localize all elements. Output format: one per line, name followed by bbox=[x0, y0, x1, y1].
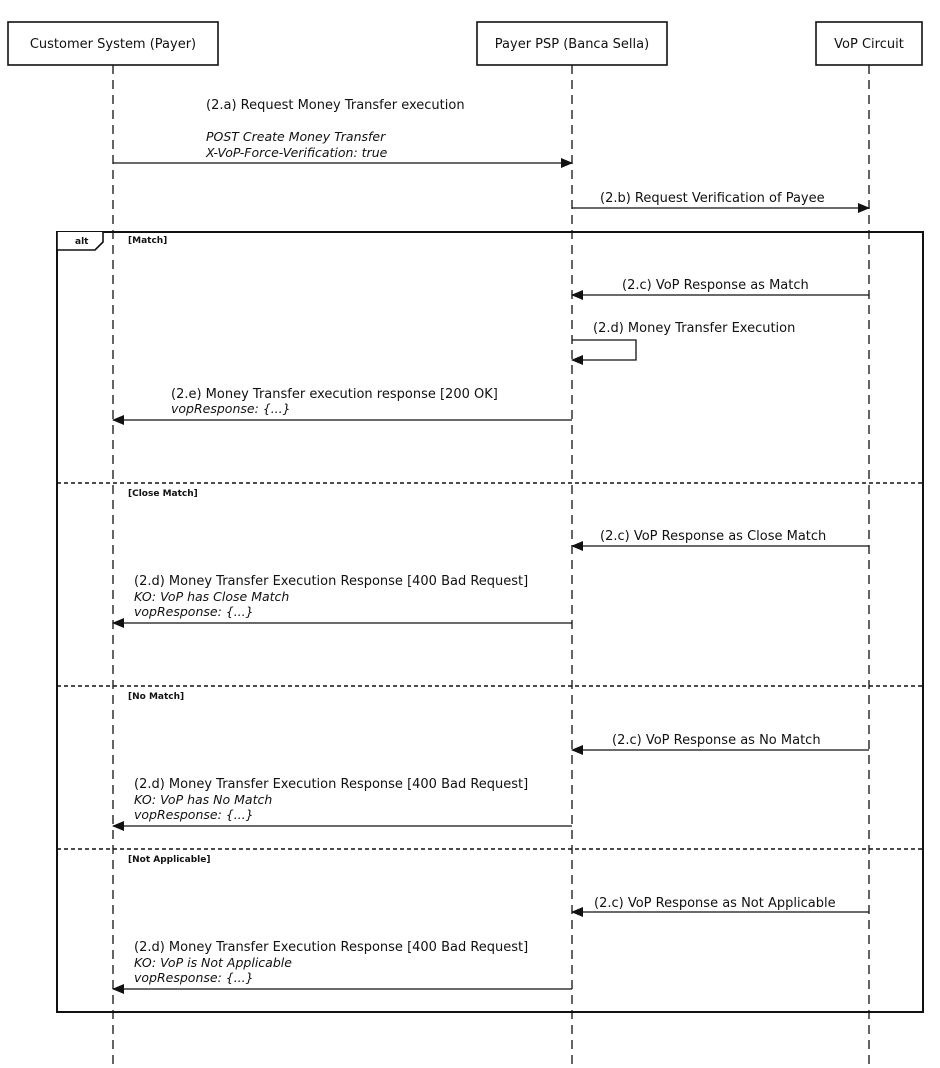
message-match-2c-label: (2.c) VoP Response as Match bbox=[622, 278, 809, 293]
message-close-2c-label: (2.c) VoP Response as Close Match bbox=[600, 529, 827, 544]
message-na-2d-label: (2.d) Money Transfer Execution Response [400 Bad Request] bbox=[134, 940, 529, 955]
message-nomatch-2d-body: vopResponse: {...} bbox=[134, 807, 254, 822]
message-na-2d-ko: KO: VoP is Not Applicable bbox=[134, 955, 292, 970]
alt-label: alt bbox=[75, 237, 89, 247]
participant-customer bbox=[8, 22, 218, 65]
message-close-2d-ko: KO: VoP has Close Match bbox=[134, 589, 290, 604]
message-2a bbox=[113, 98, 572, 163]
guard-no-match: [No Match] bbox=[128, 692, 185, 702]
participant-psp bbox=[477, 22, 667, 65]
message-close-2c bbox=[572, 529, 869, 546]
message-nomatch-2d-ko: KO: VoP has No Match bbox=[134, 792, 273, 807]
message-match-2c bbox=[572, 278, 869, 295]
message-2a-label: (2.a) Request Money Transfer execution bbox=[206, 98, 465, 113]
message-match-2e bbox=[113, 387, 572, 420]
message-match-2d bbox=[572, 321, 795, 360]
message-match-2e-label: (2.e) Money Transfer execution response [200 OK] bbox=[171, 387, 498, 402]
message-match-2e-body: vopResponse: {...} bbox=[171, 401, 291, 416]
guard-match: [Match] bbox=[128, 236, 168, 246]
message-2a-method: POST Create Money Transfer bbox=[206, 129, 386, 144]
participant-psp-label: Payer PSP (Banca Sella) bbox=[494, 37, 650, 52]
message-nomatch-2d bbox=[113, 777, 572, 826]
message-close-2d bbox=[113, 574, 572, 623]
message-nomatch-2d-label: (2.d) Money Transfer Execution Response [400 Bad Request] bbox=[134, 777, 529, 792]
guard-close-match: [Close Match] bbox=[128, 489, 198, 499]
message-match-2d-self-arrow bbox=[572, 340, 636, 360]
message-close-2d-body: vopResponse: {...} bbox=[134, 604, 254, 619]
message-na-2c bbox=[572, 896, 869, 912]
guard-not-applicable: [Not Applicable] bbox=[128, 855, 211, 865]
participant-vop bbox=[816, 22, 922, 65]
alt-fragment bbox=[57, 232, 923, 1012]
participant-vop-label: VoP Circuit bbox=[834, 37, 904, 52]
message-2a-header: X-VoP-Force-Verification: true bbox=[206, 145, 388, 160]
message-na-2c-label: (2.c) VoP Response as Not Applicable bbox=[594, 896, 836, 911]
message-na-2d-body: vopResponse: {...} bbox=[134, 970, 254, 985]
message-2b bbox=[572, 191, 869, 208]
message-match-2d-label: (2.d) Money Transfer Execution bbox=[593, 321, 796, 336]
message-na-2d bbox=[113, 940, 572, 989]
participant-customer-label: Customer System (Payer) bbox=[29, 37, 197, 52]
message-close-2d-label: (2.d) Money Transfer Execution Response [400 Bad Request] bbox=[134, 574, 529, 589]
message-nomatch-2c-label: (2.c) VoP Response as No Match bbox=[612, 733, 821, 748]
message-2b-label: (2.b) Request Verification of Payee bbox=[600, 191, 825, 206]
message-nomatch-2c bbox=[572, 733, 869, 750]
